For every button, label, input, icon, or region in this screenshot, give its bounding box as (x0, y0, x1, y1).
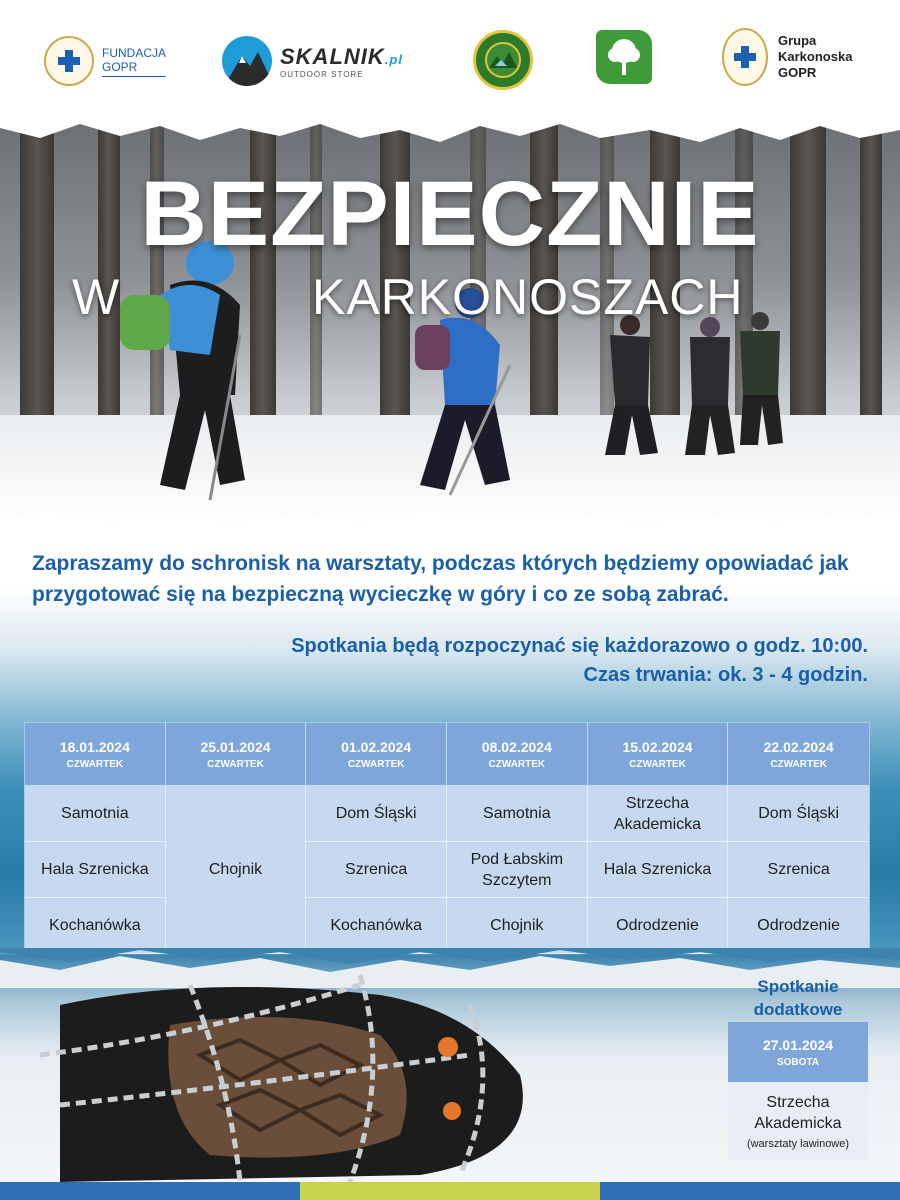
skalnik-tld: .pl (384, 51, 403, 67)
table-header-cell (166, 723, 307, 786)
gopr-cross-seal-icon (44, 36, 94, 86)
table-cell: Samotnia (447, 786, 588, 842)
grupa-line2: Karkonoska (778, 49, 853, 64)
logo-bar (0, 0, 900, 115)
poster-subtitle: KARKONOSZACH (312, 269, 744, 325)
strip-segment-blue-right (600, 1182, 900, 1200)
fundacja-line1: FUNDACJA (102, 45, 167, 60)
karkonoski-park-narodowy-logo (473, 30, 533, 90)
poster-title-w: W (72, 269, 120, 325)
lasy-panstwowe-logo (596, 30, 652, 84)
table-header-cell (588, 723, 729, 786)
extra-day: SOBOTA (776, 1056, 820, 1068)
table-header-cell (306, 723, 447, 786)
header-day: CZWARTEK (770, 758, 827, 770)
header-day: CZWARTEK (488, 758, 546, 770)
grupa-karkonoska-gopr-logo (722, 28, 852, 86)
karkonoski-park-narodowy-emblem-icon (473, 30, 533, 90)
table-cell: Szrenica (728, 842, 869, 898)
header-date: 08.02.2024 (481, 738, 552, 755)
table-cell: Hala Szrenicka (25, 842, 166, 898)
skalnik-tagline: OUTDOOR STORE (280, 69, 364, 79)
table-header-cell (25, 723, 166, 786)
extra-meeting-header (728, 1022, 868, 1082)
table-cell: Pod Łabskim Szczytem (447, 842, 588, 898)
start-time-text: Spotkania będą rozpoczynać się każdorazowo o godz. 10:00. (291, 635, 868, 657)
skalnik-name: SKALNIK (280, 43, 385, 69)
table-header-cell (447, 723, 588, 786)
duration-text: Czas trwania: ok. 3 - 4 godzin. (583, 664, 868, 686)
header-day: CZWARTEK (629, 758, 686, 770)
hiker-group-distance (580, 305, 790, 475)
header-date: 15.02.2024 (622, 738, 693, 755)
meeting-details (291, 632, 868, 690)
strip-segment-blue-left (0, 1182, 300, 1200)
table-cell: Dom Śląski (728, 786, 869, 842)
extra-place: Strzecha Akademicka (754, 1094, 842, 1132)
header-date: 25.01.2024 (200, 738, 271, 755)
extra-date: 27.01.2024 (762, 1036, 834, 1053)
header-day: CZWARTEK (347, 758, 405, 770)
extra-meeting-title: Spotkanie dodatkowe (753, 977, 843, 1019)
table-cell: Strzecha Akademicka (588, 786, 729, 842)
gopr-cross-seal-icon (722, 28, 768, 86)
fundacja-gopr-logo (44, 36, 166, 86)
extra-note: (warsztaty lawinowe) (746, 1138, 850, 1150)
table-cell: Odrodzenie (588, 898, 729, 954)
table-cell-merged: Chojnik (166, 786, 307, 954)
torn-paper-edge-middle (0, 505, 900, 535)
table-cell: Kochanówka (306, 898, 447, 954)
schedule-table (24, 722, 870, 953)
grupa-line1: Grupa (778, 33, 817, 48)
header-date: 22.02.2024 (763, 738, 834, 755)
fundacja-line2: GOPR (102, 59, 138, 74)
header-day: CZWARTEK (207, 758, 264, 770)
table-cell: Kochanówka (25, 898, 166, 954)
header-day: CZWARTEK (66, 758, 124, 770)
tree-icon (596, 30, 652, 84)
extra-meeting-card (728, 1022, 868, 1162)
header-date: 01.02.2024 (341, 738, 412, 755)
table-cell: Odrodzenie (728, 898, 869, 954)
mountain-icon (222, 36, 272, 86)
table-cell: Chojnik (447, 898, 588, 954)
grupa-line3: GOPR (778, 65, 817, 80)
header-date: 18.01.2024 (59, 738, 130, 755)
table-header-cell (728, 723, 869, 786)
intro-text: Zapraszamy do schronisk na warsztaty, podczas których będziemy opowiadać jak przygotować się na bezpieczną wycieczkę w góry i co ze sobą zabrać. (32, 552, 849, 606)
table-cell: Hala Szrenicka (588, 842, 729, 898)
skalnik-logo (222, 36, 403, 86)
table-cell: Dom Śląski (306, 786, 447, 842)
table-cell: Szrenica (306, 842, 447, 898)
extra-meeting-body (728, 1082, 868, 1160)
poster-title: BEZPIECZNIE (140, 163, 760, 265)
hiker-blue-jacket (100, 235, 270, 505)
bottom-color-strip (0, 1182, 900, 1200)
table-cell: Samotnia (25, 786, 166, 842)
crampon-photo (0, 965, 560, 1182)
strip-segment-yellow (300, 1182, 600, 1200)
torn-paper-edge-top (0, 112, 900, 152)
